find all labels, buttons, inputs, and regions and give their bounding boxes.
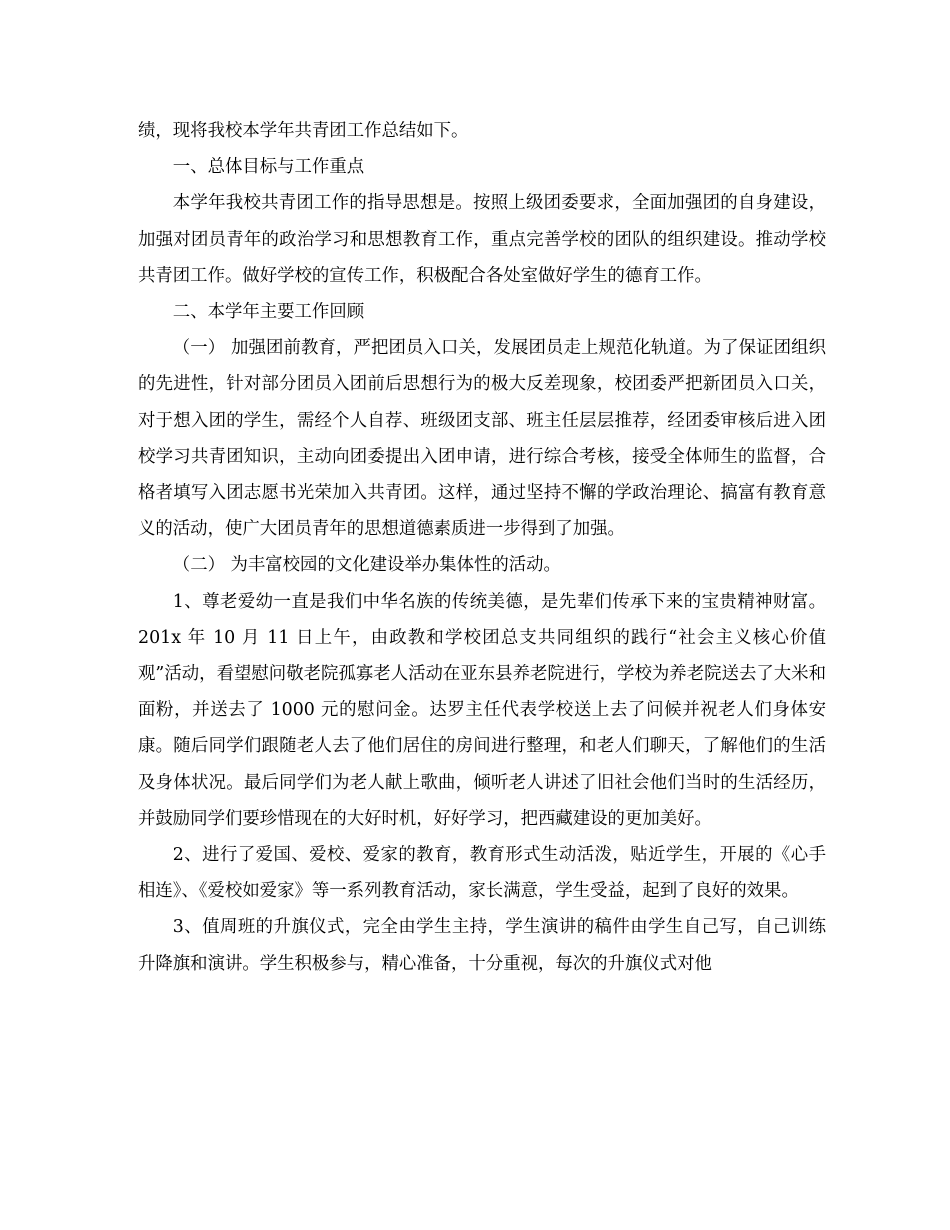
paragraph-guiding-ideology: 本学年我校共青团工作的指导思想是。按照上级团委要求，全面加强团的自身建设，加强对团员青年的政治学习和思想教育工作，重点完善学校的团队的组织建设。推动学校共青团工作。做好学校的宣传工作，积极配合各处室做好学生的德育工作。 bbox=[138, 193, 826, 286]
section-heading-work-review: 二、本学年主要工作回顾 bbox=[172, 302, 365, 323]
document-body bbox=[138, 113, 826, 982]
paragraph-elderly-care-activity: 1、尊老爱幼一直是我们中华名族的传统美德，是先辈们传承下来的宝贵精神财富。201x 年 10 月 11 日上午，由政教和学校团总支共同组织的践行“社会主义核心价值观”活动，看望慰问敬老院孤寡老人活动在亚东县养老院进行，学校为养老院送去了大米和面粉，并送去了 1000 元的慰问金。达罗主任代表学校送上去了问候并祝老人们身体安康。随后同学们跟随老人去了他们居住的房间进行整理，和老人们聊天，了解他们的生活及身体状况。最后同学们为老人献上歌曲，倾听老人讲述了旧社会他们当时的生活经历，并鼓励同学们要珍惜现在的大好时机，好好学习，把西藏建设的更加美好。 bbox=[138, 591, 826, 829]
paragraph-flag-ceremony: 3、值周班的升旗仪式，完全由学生主持，学生演讲的稿件由学生自己写，自己训练升降旗和演讲。学生积极参与，精心准备，十分重视，每次的升旗仪式对他 bbox=[138, 917, 826, 974]
paragraph-pre-membership-education: （一） 加强团前教育，严把团员入口关，发展团员走上规范化轨道。为了保证团组织的先进性，针对部分团员入团前后思想行为的极大反差现象，校团委严把新团员入口关，对于想入团的学生，需经个人自荐、班级团支部、班主任层层推荐，经团委审核后进入团校学习共青团知识，主动向团委提出入团申请，进行综合考核，接受全体师生的监督，合格者填写入团志愿书光荣加入共青团。这样，通过坚持不懈的学政治理论、搞富有教育意义的活动，使广大团员青年的思想道德素质进一步得到了加强。 bbox=[138, 338, 826, 540]
paragraph-patriotic-education: 2、进行了爱国、爱校、爱家的教育，教育形式生动活泼，贴近学生，开展的《心手相连》、《爱校如爱家》等一系列教育活动，家长满意，学生受益，起到了良好的效果。 bbox=[138, 845, 826, 902]
paragraph-continuation: 绩，现将我校本学年共青团工作总结如下。 bbox=[138, 121, 469, 141]
section-heading-overall-goals: 一、总体目标与工作重点 bbox=[172, 157, 365, 178]
subheading-campus-culture: （二） 为丰富校园的文化建设举办集体性的活动。 bbox=[172, 555, 561, 576]
